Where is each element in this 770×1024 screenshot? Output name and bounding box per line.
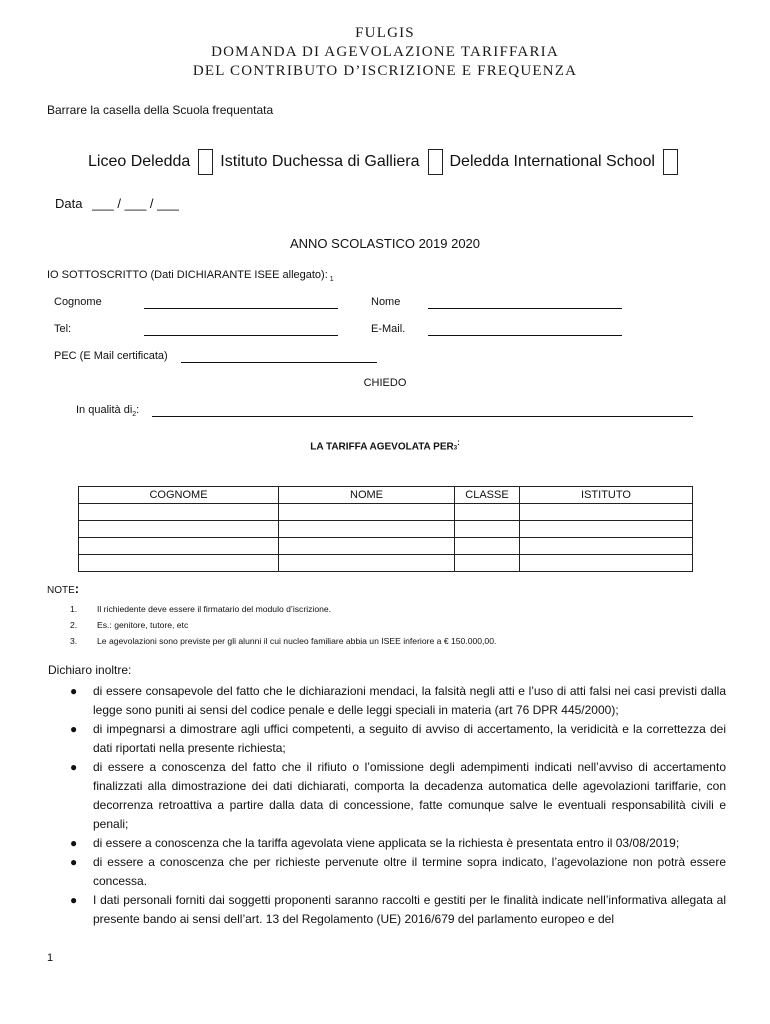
note-number: 3.: [70, 636, 78, 646]
table-row: [79, 521, 693, 538]
bullet-icon: ●: [70, 836, 78, 850]
tariffa-heading: [0, 438, 770, 452]
table-cell[interactable]: [455, 504, 520, 521]
note-text: Il richiedente deve essere il firmatario del modulo d’iscrizione.: [97, 604, 332, 614]
table-cell[interactable]: [455, 538, 520, 555]
school-label-duchessa-galliera: Istituto Duchessa di Galliera: [220, 153, 420, 170]
col-header-classe: CLASSE: [455, 487, 520, 504]
bullet-icon: ●: [70, 684, 78, 698]
declarant-heading: [47, 269, 334, 283]
table-cell[interactable]: [279, 555, 455, 572]
note-number: 2.: [70, 620, 78, 630]
table-cell[interactable]: [455, 521, 520, 538]
tel-field[interactable]: [144, 323, 338, 336]
list-item: [48, 633, 496, 649]
bullet-icon: ●: [70, 893, 78, 907]
note-text: Le agevolazioni sono previste per gli alunni il cui nucleo familiare abbia un ISEE inferiore a € 150.000,00.: [97, 636, 497, 646]
declarations: [48, 661, 726, 929]
cognome-field[interactable]: [144, 296, 338, 309]
nome-field[interactable]: [428, 296, 622, 309]
school-label-liceo-deledda: Liceo Deledda: [88, 153, 191, 170]
email-label: E-Mail.: [371, 323, 406, 335]
qualita-note-ref: 2: [132, 411, 137, 419]
school-instruction: Barrare la casella della Scuola frequentata: [47, 103, 274, 117]
pec-label: PEC (E Mail certificata): [54, 350, 168, 362]
header-subtitle-1: DOMANDA DI AGEVOLAZIONE TARIFFARIA: [211, 44, 559, 60]
declaration-text: di essere a conoscenza del fatto che il rifiuto o l’omissione degli adempimenti indicati nell’avviso di accertamento finalizzati alla dimostrazione dei dati dichiarati, comporta la decadenza automatica delle agevolazioni tariffarie, con decorrenza retroattiva a partire dalla data di concessione, fatte comunque salve le eventuali responsabilità civili e penali;: [93, 760, 726, 831]
school-checkbox-deledda-international[interactable]: [663, 149, 678, 175]
table-cell[interactable]: [279, 538, 455, 555]
tel-label: Tel:: [54, 323, 72, 335]
declarant-note-ref: 1: [329, 276, 334, 284]
declarant-label: IO SOTTOSCRITTO (Dati DICHIARANTE ISEE allegato):: [47, 269, 328, 281]
table-cell[interactable]: [520, 521, 693, 538]
qualita-colon: :: [136, 404, 140, 416]
school-label-deledda-international: Deledda International School: [449, 153, 655, 170]
notes-label: NOTE: [47, 585, 75, 596]
email-field[interactable]: [428, 323, 622, 336]
list-item: [48, 617, 496, 633]
declarations-list: [48, 682, 726, 929]
declaration-text: di essere a conoscenza che la tariffa agevolata viene applicata se la richiesta è presentata entro il 03/08/2019;: [93, 836, 680, 850]
declaration-text: di impegnarsi a dimostrare agli uffici competenti, a seguito di avviso di accertamento, la veridicità e la correttezza dei dati riportati nella presente richiesta;: [93, 722, 726, 755]
date-field[interactable]: [55, 196, 179, 211]
date-blanks[interactable]: ___ / ___ / ___: [92, 196, 179, 211]
qualita-heading: [76, 404, 139, 418]
page-number: 1: [47, 952, 54, 964]
pec-field[interactable]: [181, 350, 377, 363]
header-title: FULGIS: [355, 25, 415, 41]
table-cell[interactable]: [79, 504, 279, 521]
school-checkbox-liceo-deledda[interactable]: [198, 149, 213, 175]
declaration-text: di essere a conoscenza che per richieste pervenute oltre il termine sopra indicato, l’agevolazione non potrà essere concessa.: [93, 855, 726, 888]
header-subtitle-2: DEL CONTRIBUTO D’ISCRIZIONE E FREQUENZA: [192, 63, 578, 79]
nome-label: Nome: [371, 296, 401, 308]
table-row: [79, 538, 693, 555]
table-header-row: [79, 487, 693, 504]
bullet-icon: ●: [70, 722, 78, 736]
tariffa-colon: :: [457, 438, 460, 447]
bullet-icon: ●: [70, 855, 78, 869]
school-selection: [88, 149, 685, 175]
qualita-label: In qualità di: [76, 404, 133, 416]
table-cell[interactable]: [520, 555, 693, 572]
col-header-nome: NOME: [279, 487, 455, 504]
table-cell[interactable]: [79, 538, 279, 555]
list-item: [48, 834, 726, 853]
table-cell[interactable]: [455, 555, 520, 572]
table-cell[interactable]: [79, 521, 279, 538]
note-number: 1.: [70, 604, 78, 614]
tariffa-note-ref: 3: [453, 445, 458, 452]
qualita-field[interactable]: [152, 404, 693, 417]
notes-list: [48, 601, 496, 649]
table-cell[interactable]: [279, 504, 455, 521]
note-text: Es.: genitore, tutore, etc: [97, 620, 189, 630]
chiedo-heading: CHIEDO: [363, 377, 407, 389]
table-cell[interactable]: [520, 538, 693, 555]
col-header-istituto: ISTITUTO: [520, 487, 693, 504]
school-checkbox-duchessa-galliera[interactable]: [428, 149, 443, 175]
table-row: [79, 504, 693, 521]
table-cell[interactable]: [79, 555, 279, 572]
list-item: [48, 720, 726, 758]
notes-colon: :: [74, 581, 80, 596]
col-header-cognome: COGNOME: [79, 487, 279, 504]
tariffa-label: LA TARIFFA AGEVOLATA PER: [310, 441, 454, 453]
table-row: [79, 555, 693, 572]
list-item: [48, 601, 496, 617]
table-cell[interactable]: [520, 504, 693, 521]
list-item: [48, 682, 726, 720]
date-label: Data: [55, 196, 83, 211]
bullet-icon: ●: [70, 760, 78, 774]
cognome-label: Cognome: [54, 296, 102, 308]
students-table: [78, 486, 693, 572]
declarations-intro: Dichiaro inoltre:: [48, 663, 132, 677]
list-item: [48, 891, 726, 929]
table-cell[interactable]: [279, 521, 455, 538]
declaration-text: di essere consapevole del fatto che le dichiarazioni mendaci, la falsità negli atti e l’uso di atti falsi nei casi previsti dalla legge sono puniti ai sensi del codice penale e delle leggi speciali in materia (art 76 DPR 445/2000);: [93, 684, 726, 717]
notes-heading: [47, 581, 79, 596]
school-year: ANNO SCOLASTICO 2019 2020: [289, 236, 481, 251]
list-item: [48, 758, 726, 834]
list-item: [48, 853, 726, 891]
declaration-text: I dati personali forniti dai soggetti proponenti saranno raccolti e gestiti per le finalità indicate nell’informativa allegata al presente bando ai sensi dell’art. 13 del Regolamento (UE) 2016/679 del parlamento europeo e del: [93, 893, 726, 926]
